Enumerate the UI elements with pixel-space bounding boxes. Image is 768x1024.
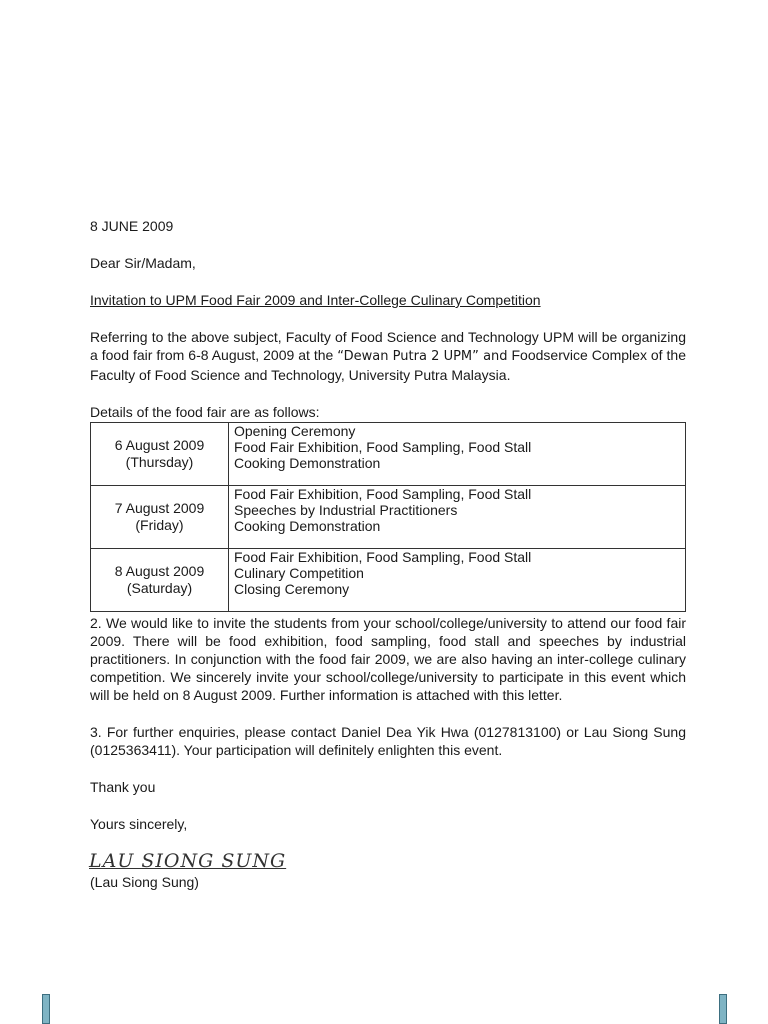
day-label: (Friday) (135, 517, 184, 533)
page-edge-marker-right (719, 994, 727, 1024)
letter-body (90, 217, 686, 891)
event-item: Opening Ceremony (234, 423, 356, 439)
event-item: Food Fair Exhibition, Food Sampling, Food Stall (234, 439, 532, 455)
page-edge-marker-left (42, 994, 50, 1024)
subject-line: Invitation to UPM Food Fair 2009 and Inter-College Culinary Competition (90, 292, 541, 308)
table-row (91, 423, 686, 486)
salutation: Dear Sir/Madam, (90, 255, 196, 271)
date-label: 6 August 2009 (114, 437, 205, 453)
event-item: Culinary Competition (234, 565, 364, 581)
schedule-table (90, 422, 686, 612)
venue-quote: “Dewan Putra 2 UPM” and (337, 349, 508, 364)
event-item: Speeches by Industrial Practitioners (234, 502, 458, 518)
event-item: Cooking Demonstration (234, 455, 381, 471)
signature: LAU SIONG SUNG (89, 850, 287, 872)
event-item: Cooking Demonstration (234, 518, 381, 534)
event-item: Food Fair Exhibition, Food Sampling, Food Stall (234, 486, 532, 502)
date-cell (91, 423, 229, 486)
table-row (91, 549, 686, 612)
paragraph-intro-part2: Foodservice Complex of the Faculty of Food Science and Technology, University Putra Malaysia. (90, 347, 686, 383)
paragraph-enquiries: 3. For further enquiries, please contact Daniel Dea Yik Hwa (0127813100) or Lau Siong Sung (0125363411). Your participation will definitely enlighten this event. (90, 724, 686, 758)
paragraph-intro-part1: Referring to the above subject, Faculty of Food Science and Technology UPM will be organizing a food fair from 6-8 August, 2009 at the (90, 329, 686, 363)
thanks-line: Thank you (90, 779, 156, 795)
table-row (91, 486, 686, 549)
signer-name: (Lau Siong Sung) (90, 874, 199, 890)
day-label: (Saturday) (126, 580, 193, 596)
details-intro: Details of the food fair are as follows: (90, 404, 320, 420)
events-cell (229, 549, 686, 612)
closing-line: Yours sincerely, (90, 816, 188, 832)
day-label: (Thursday) (125, 454, 194, 470)
events-cell (229, 423, 686, 486)
date-cell (91, 486, 229, 549)
date-label: 8 August 2009 (114, 563, 205, 579)
event-item: Food Fair Exhibition, Food Sampling, Food Stall (234, 549, 532, 565)
date-label: 7 August 2009 (114, 500, 205, 516)
paragraph-invitation: 2. We would like to invite the students from your school/college/university to attend our food fair 2009. There will be food exhibition, food sampling, food stall and speeches by industrial practitioners. In conjunction with the food fair 2009, we are also having an inter-college culinary competition. We sincerely invite your school/college/university to participate in this event which will be held on 8 August 2009. Further information is attached with this letter. (90, 615, 686, 703)
event-item: Closing Ceremony (234, 581, 350, 597)
events-cell (229, 486, 686, 549)
paragraph-intro (90, 328, 686, 384)
letter-date: 8 JUNE 2009 (90, 218, 174, 234)
date-cell (91, 549, 229, 612)
